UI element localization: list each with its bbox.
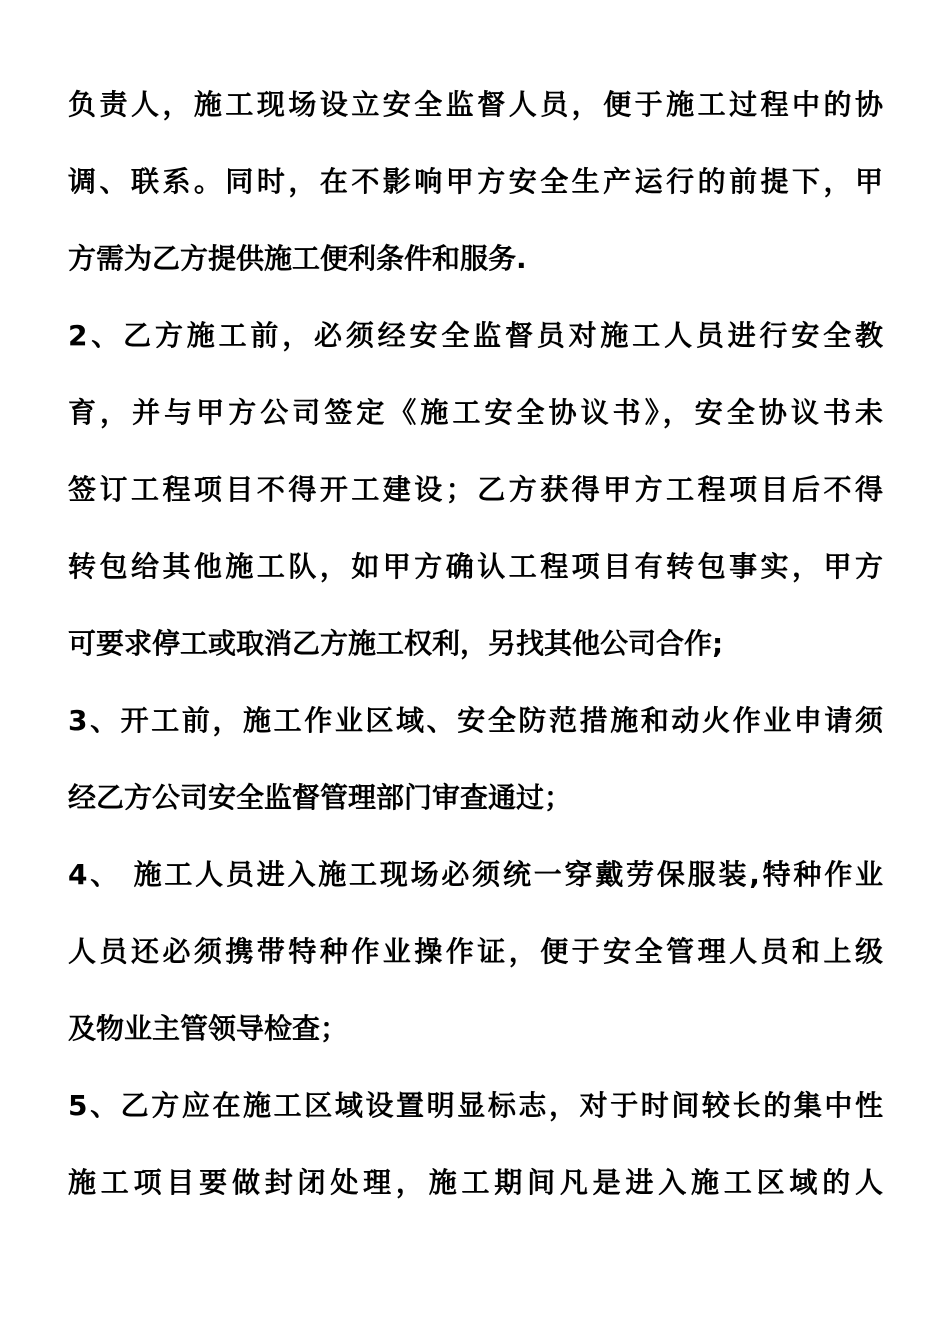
text-line-9: 3、开工前，施工作业区域、安全防范措施和动火作业申请须 [68, 704, 883, 737]
text-line-12: 人员还必须携带特种作业操作证，便于安全管理人员和上级 [68, 935, 883, 968]
text-line-3: 方需为乙方提供施工便利条件和服务. [68, 242, 527, 275]
text-line-13: 及物业主管领导检查； [68, 1012, 349, 1045]
text-line-7: 转包给其他施工队，如甲方确认工程项目有转包事实，甲方 [68, 550, 883, 583]
text-line-10: 经乙方公司安全监督管理部门审查通过； [68, 781, 573, 814]
document-page [68, 66, 883, 1221]
text-line-4: 2、乙方施工前，必须经安全监督员对施工人员进行安全教 [68, 319, 883, 352]
text-line-2: 调、联系。同时，在不影响甲方安全生产运行的前提下，甲 [68, 165, 883, 198]
text-line-15: 施工项目要做封闭处理，施工期间凡是进入施工区域的人 [68, 1166, 883, 1199]
text-line-6: 签订工程项目不得开工建设；乙方获得甲方工程项目后不得 [68, 473, 883, 506]
text-line-5: 育，并与甲方公司签定《施工安全协议书》，安全协议书未 [68, 396, 883, 429]
text-line-8: 可要求停工或取消乙方施工权利，另找其他公司合作; [68, 627, 724, 660]
text-line-14: 5、乙方应在施工区域设置明显标志，对于时间较长的集中性 [68, 1089, 883, 1122]
text-line-11: 4、 施工人员进入施工现场必须统一穿戴劳保服装,特种作业 [68, 858, 883, 891]
text-line-1: 负责人，施工现场设立安全监督人员，便于施工过程中的协 [68, 88, 883, 121]
